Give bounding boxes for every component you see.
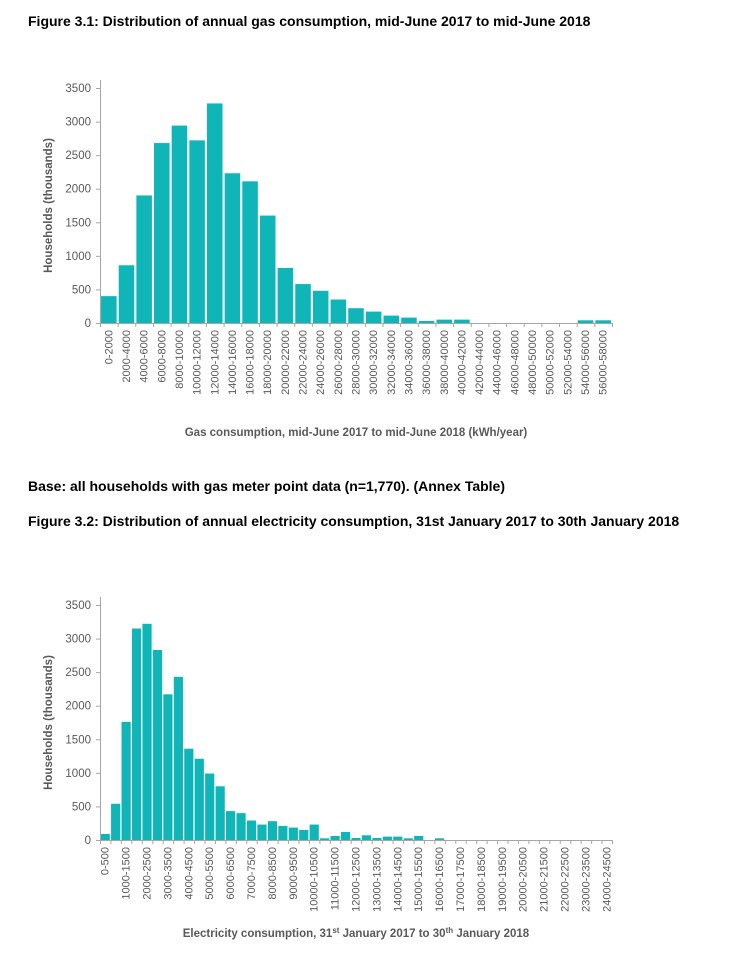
- histogram-bar: [595, 320, 611, 323]
- y-axis-tick-label: 2500: [65, 667, 91, 680]
- x-axis-tick-label: 14000-14500: [392, 847, 405, 912]
- x-axis-tick-label: 5000-5500: [204, 847, 217, 900]
- histogram-bar: [174, 677, 183, 840]
- histogram-bar: [101, 834, 110, 840]
- histogram-bar: [383, 837, 392, 840]
- x-axis-tick-label: 14000-16000: [226, 330, 239, 395]
- x-axis-tick-label: 4000-6000: [138, 330, 151, 383]
- x-axis-tick-label: 3000-3500: [162, 847, 175, 900]
- y-axis-tick-label: 500: [71, 801, 91, 814]
- histogram-bar: [189, 140, 205, 323]
- x-axis-tick-label: 10000-10500: [308, 847, 321, 912]
- x-axis-tick-label: 23000-23500: [580, 847, 593, 912]
- histogram-bar: [216, 786, 225, 840]
- x-axis-tick-label: 11000-11500: [329, 847, 342, 911]
- x-axis-tick-label: 17000-17500: [455, 847, 467, 912]
- histogram-bar: [384, 316, 400, 323]
- x-axis-tick-label: 24000-24500: [601, 847, 614, 912]
- histogram-bar: [289, 828, 298, 840]
- histogram-bar: [205, 774, 214, 840]
- y-axis-tick-label: 1500: [65, 217, 91, 230]
- x-axis-tick-label: 10000-12000: [191, 330, 204, 395]
- histogram-bar: [404, 838, 413, 840]
- y-axis-title: Households (thousands): [43, 138, 55, 273]
- x-axis-tick-label: 40000-42000: [456, 330, 469, 395]
- histogram-bar: [247, 821, 256, 840]
- figure-3-2-title: Figure 3.2: Distribution of annual electricity consumption, 31st January 2017 to 30th January 2018: [28, 513, 680, 529]
- histogram-bar: [435, 838, 444, 840]
- y-axis-tick-label: 3500: [65, 83, 91, 95]
- histogram-bar: [348, 308, 364, 323]
- y-axis-tick-label: 1000: [65, 767, 91, 780]
- x-axis-tick-label: 38000-40000: [438, 330, 451, 395]
- histogram-bar: [310, 825, 319, 840]
- histogram-bar: [454, 320, 470, 323]
- histogram-bar: [163, 694, 172, 840]
- x-axis-tick-label: 19000-19500: [496, 847, 509, 912]
- x-axis-tick-label: 16000-16500: [434, 847, 447, 912]
- histogram-bar: [313, 291, 329, 323]
- histogram-bar: [331, 300, 347, 324]
- histogram-bar: [142, 624, 151, 840]
- histogram-bar: [236, 813, 245, 840]
- y-axis-tick-label: 3000: [65, 633, 91, 646]
- x-axis-tick-label: 20000-20500: [517, 847, 530, 912]
- histogram-bar: [225, 173, 241, 323]
- x-axis-tick-label: 42000-44000: [474, 330, 487, 395]
- x-axis-tick-label: 9000-9500: [287, 847, 300, 900]
- histogram-bar: [242, 181, 258, 323]
- y-axis-tick-label: 1000: [65, 250, 91, 263]
- x-axis-tick-label: 30000-32000: [368, 330, 381, 395]
- histogram-bar: [366, 312, 382, 323]
- x-axis-tick-label: 18000-18500: [475, 847, 488, 912]
- histogram-bar: [372, 838, 381, 840]
- y-axis-tick-label: 0: [84, 835, 91, 847]
- histogram-bar: [153, 650, 162, 840]
- histogram-bar: [419, 321, 435, 323]
- figure-3-1-title: Figure 3.1: Distribution of annual gas consumption, mid-June 2017 to mid-June 2018: [28, 13, 591, 29]
- histogram-bar: [578, 320, 594, 323]
- y-axis-tick-label: 3000: [65, 116, 91, 129]
- y-axis-tick-label: 2000: [65, 183, 91, 196]
- histogram-bar: [132, 629, 141, 841]
- histogram-bar: [295, 284, 311, 323]
- x-axis-tick-label: 12000-12500: [350, 847, 363, 912]
- y-axis-tick-label: 3500: [65, 600, 91, 612]
- histogram-bar: [226, 811, 235, 840]
- y-axis-tick-label: 1500: [65, 734, 91, 747]
- histogram-bar: [122, 722, 131, 840]
- x-axis-tick-label: 18000-20000: [262, 330, 275, 395]
- histogram-bar: [268, 821, 277, 840]
- x-axis-tick-label: 36000-38000: [421, 330, 434, 395]
- x-axis-tick-label: 26000-28000: [332, 330, 345, 395]
- x-axis-tick-label: 28000-30000: [350, 330, 363, 395]
- x-axis-tick-label: 15000-15500: [413, 847, 426, 912]
- histogram-bar: [351, 838, 360, 840]
- x-axis-tick-label: 20000-22000: [279, 330, 292, 395]
- x-axis-tick-label: 32000-34000: [385, 330, 398, 395]
- histogram-bar: [136, 195, 152, 323]
- x-axis-tick-label: 4000-4500: [183, 847, 196, 900]
- histogram-bar: [111, 804, 120, 840]
- x-axis-tick-label: 24000-26000: [315, 330, 328, 395]
- x-axis-tick-label: 8000-10000: [173, 330, 186, 389]
- x-axis-tick-label: 16000-18000: [244, 330, 257, 395]
- histogram-bar: [101, 296, 117, 323]
- histogram-bar: [437, 320, 453, 323]
- histogram-bar: [401, 318, 417, 323]
- histogram-bar: [278, 268, 294, 323]
- y-axis-tick-label: 500: [71, 284, 91, 297]
- x-axis-caption: Electricity consumption, 31st January 2017 to 30th January 2018: [182, 926, 530, 940]
- x-axis-tick-label: 0-2000: [103, 330, 116, 365]
- histogram-bar: [320, 838, 329, 840]
- x-axis-tick-label: 12000-14000: [209, 330, 222, 395]
- histogram-bar: [331, 836, 340, 840]
- histogram-bar: [278, 826, 287, 840]
- x-axis-tick-label: 22000-24000: [297, 330, 310, 395]
- histogram-bar: [172, 126, 188, 323]
- x-axis-tick-label: 46000-48000: [509, 330, 522, 395]
- histogram-bar: [154, 143, 170, 323]
- y-axis-tick-label: 0: [84, 318, 91, 330]
- x-axis-tick-label: 48000-50000: [527, 330, 540, 395]
- x-axis-tick-label: 56000-58000: [597, 330, 610, 395]
- x-axis-tick-label: 2000-4000: [121, 330, 133, 383]
- bars-series: [101, 103, 611, 323]
- histogram-bar: [393, 837, 402, 840]
- axes: [96, 597, 613, 844]
- bars-series: [101, 624, 445, 840]
- histogram-bar: [257, 825, 266, 840]
- x-axis-tick-label: 44000-46000: [491, 330, 504, 395]
- histogram-bar: [341, 832, 350, 840]
- x-axis-tick-label: 2000-2500: [141, 847, 154, 900]
- y-axis-tick-label: 2000: [65, 700, 91, 713]
- x-axis-tick-label: 6000-6500: [225, 847, 238, 900]
- y-axis-tick-label: 2500: [65, 150, 91, 163]
- histogram-bar: [260, 216, 276, 323]
- x-axis-tick-label: 7000-7500: [246, 847, 258, 900]
- histogram-bar: [414, 836, 423, 840]
- electricity-consumption-histogram: [30, 585, 680, 955]
- x-axis-tick-label: 1000-1500: [120, 847, 133, 900]
- x-axis-tick-label: 52000-54000: [562, 330, 575, 395]
- histogram-bar: [195, 759, 204, 840]
- x-axis-caption: Gas consumption, mid-June 2017 to mid-June 2018 (kWh/year): [184, 427, 528, 439]
- x-axis-tick-label: 50000-52000: [544, 330, 557, 395]
- x-axis-tick-label: 21000-21500: [538, 847, 551, 912]
- x-axis-tick-label: 54000-56000: [580, 330, 592, 395]
- histogram-bar: [299, 830, 308, 840]
- x-axis-tick-label: 6000-8000: [156, 330, 169, 383]
- x-axis-tick-label: 13000-13500: [371, 847, 384, 912]
- histogram-bar: [207, 103, 223, 323]
- histogram-bar: [362, 835, 371, 840]
- x-axis-tick-label: 0-500: [99, 847, 112, 876]
- y-axis-title: Households (thousands): [43, 655, 55, 790]
- x-axis-tick-label: 22000-22500: [559, 847, 572, 912]
- base-note: Base: all households with gas meter point data (n=1,770). (Annex Table): [28, 478, 506, 494]
- histogram-bar: [184, 749, 193, 840]
- x-axis-tick-label: 8000-8500: [266, 847, 279, 900]
- x-axis-tick-label: 34000-36000: [403, 330, 416, 395]
- gas-consumption-histogram: [30, 70, 680, 465]
- histogram-bar: [119, 265, 135, 323]
